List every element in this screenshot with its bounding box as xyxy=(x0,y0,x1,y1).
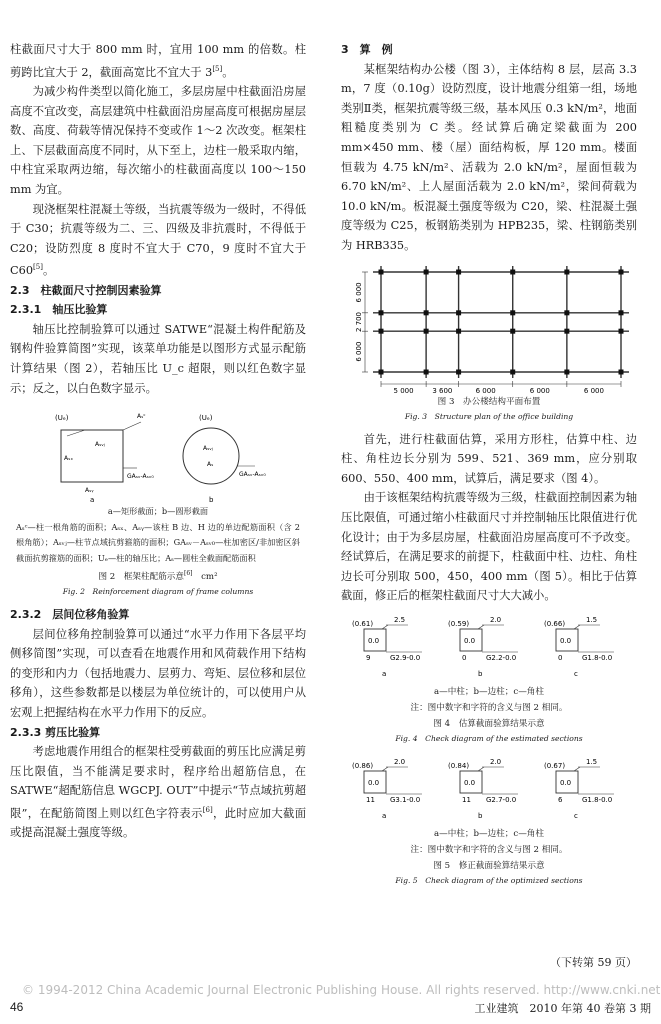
left-value: 0 xyxy=(462,653,467,662)
copyright-watermark: © 1994-2012 China Academic Journal Electronic Publishing House. All rights reserved. http://www.cnki.net xyxy=(22,983,661,997)
column-mark xyxy=(619,269,624,274)
column-mark xyxy=(564,369,569,374)
column-mark xyxy=(564,328,569,333)
figure-3-plan xyxy=(341,264,637,394)
heading-3: 3 算 例 xyxy=(341,43,393,56)
figure-2-diagram xyxy=(33,404,283,504)
span-x-label: 6 000 xyxy=(475,386,496,394)
figure-4 xyxy=(341,614,637,746)
column-mark xyxy=(456,328,461,333)
section-panel xyxy=(352,758,422,820)
uc-value: (0.66) xyxy=(544,619,566,628)
figure-4-note: 注：图中数字和字符的含义与图 2 相同。 xyxy=(410,702,568,713)
asx-label: Aₛₓ xyxy=(64,455,74,463)
gasv-label: GAₛᵥ-Aₛᵥ₀ xyxy=(127,473,154,481)
paragraph-estimate: 首先，进行柱截面估算，采用方形柱，估算中柱、边柱、角柱边长分别为 599、521、369 mm，应分别取 600、550、400 mm，试算后，满足要求（图 4）。 xyxy=(341,432,637,485)
column-mark xyxy=(456,369,461,374)
top-value: 2.0 xyxy=(490,757,502,766)
uc-value: (0.61) xyxy=(352,619,374,628)
top-value: 2.0 xyxy=(490,615,502,624)
span-x-label: 3 600 xyxy=(432,386,453,394)
section-panel xyxy=(448,758,518,820)
left-column xyxy=(10,40,306,843)
panel-sub: b xyxy=(478,669,483,678)
column-mark xyxy=(456,310,461,315)
section-panel xyxy=(544,758,614,820)
sub-b: b xyxy=(209,496,214,505)
figure-2-legend: Aₛᶜ—柱一根角筋的面积；Aₛₓ、Aₛᵧ—该柱 B 边、H 边的单边配筋面积（含 2 根角筋）；Aₛᵥⱼ—柱节点域抗剪箍筋的面积；GAₛᵥ－Aₛᵥ₀—柱加密区/非加密区斜截面抗剪箍筋的面积；Uₑ—柱的轴压比；Aₛ—圆柱全截面配筋面积 xyxy=(16,521,300,563)
top-value: 2.5 xyxy=(394,615,406,624)
column-mark xyxy=(510,310,515,315)
uc-label-b: (Uₑ) xyxy=(199,414,213,423)
mid-value: 0.0 xyxy=(560,636,572,645)
span-x-label: 6 000 xyxy=(529,386,550,394)
figure-3-caption-en: Fig. 3 Structure plan of the office building xyxy=(404,411,574,421)
figure-5 xyxy=(341,756,637,888)
asy-label: Aₛᵧ xyxy=(85,487,94,495)
journal-info: 工业建筑 2010 年第 40 卷第 3 期 xyxy=(474,1002,651,1015)
top-value: 1.5 xyxy=(586,757,598,766)
section-panel xyxy=(544,616,614,678)
g-value: G2.2-0.0 xyxy=(486,653,517,662)
paragraph-optimize: 由于该框架结构抗震等级为三级，柱截面控制因素为轴压比限值，可通过缩小柱截面尺寸并控制轴压比限值进行优化设计；由于为多层房屋，柱截面沿房屋高度可不予改变。经试算后，在满足要求的前提下，柱截面中柱、边柱、角柱边长可分别取 500，450，400 mm（图 5）。相比于估算截面，修正后的框架柱截面尺寸大大减小。 xyxy=(341,491,637,603)
uc-value: (0.67) xyxy=(544,761,566,770)
figure-5-note: 注：图中数字和字符的含义与图 2 相同。 xyxy=(410,844,568,855)
heading-2-3-1: 2.3.1 轴压比验算 xyxy=(10,303,108,317)
heading-2-3: 2.3 柱截面尺寸控制因素验算 xyxy=(10,283,162,297)
paragraph-example: 某框架结构办公楼（图 3），主体结构 8 层，层高 3.3 m，7 度（0.10g）设防烈度，设计地震分组第一组，场地类别Ⅱ类，框架抗震等级三级，基本风压 0.3 kN/m²，地面粗糙度类别为 C 类。经试算后确定梁截面为 200 mm×450 mm、楼（屋）面结构板，厚 120 mm。楼面恒载为 4.75 kN/m²、活载为 2.0 kN/m²，屋面恒载为 6.70 kN/m²、上人屋面活载为 2.0 kN/m²，梁间荷载为 10.0 kN/m。板混凝土强度等级为 C20，梁、柱混凝土强度等级为 C25，板钢筋类别为 HPB235，梁、柱钢筋类别为 HRB335。 xyxy=(341,62,637,252)
paragraph-axial-ratio: 轴压比控制验算可以通过 SATWE“混凝土构件配筋及钢构件验算简图”实现，该菜单功能是以图形方式显示配筋计算结果（图 2），若轴压比 U_c 超限，则以红色数字显示；反之，以白色数字显示。 xyxy=(10,322,306,395)
figure-5-caption-en: Fig. 5 Check diagram of the optimized sections xyxy=(395,875,583,885)
column-mark xyxy=(456,269,461,274)
panel-sub: a xyxy=(382,811,387,820)
column-mark xyxy=(619,369,624,374)
panel-sub: c xyxy=(574,669,578,678)
left-value: 0 xyxy=(558,653,563,662)
uc-value: (0.59) xyxy=(448,619,470,628)
left-value: 11 xyxy=(366,795,375,804)
g-value: G2.9-0.0 xyxy=(390,653,421,662)
gasv-label-b: GAₛᵥ-Aₛᵥ₀ xyxy=(239,471,266,479)
asvj-label-b: Aₛᵥⱼ xyxy=(203,445,213,453)
paragraph-shear-ratio: 考虑地震作用组合的框架柱受剪截面的剪压比应满足剪压比限值，当不能满足要求时，程序给出超筋信息，在 SATWE“超配筋信息 WGCPJ. OUT”中提示“节点域抗剪超限”，在配筋简图上则以红色字符表示[6]，此时应加大截面或提高混凝土强度等级。 xyxy=(10,745,306,840)
figure-4-legend: a—中柱；b—边柱；c—角柱 xyxy=(434,686,544,697)
top-value: 1.5 xyxy=(586,615,598,624)
uc-label-a: (Uₑ) xyxy=(55,414,69,423)
span-x-label: 5 000 xyxy=(393,386,414,394)
top-value: 2.0 xyxy=(394,757,406,766)
mid-value: 0.0 xyxy=(560,778,572,787)
section-panel xyxy=(352,616,422,678)
g-value: G1.8-0.0 xyxy=(582,653,613,662)
circle-section xyxy=(183,428,239,484)
paragraph-section-sizing: 柱截面尺寸大于 800 mm 时，宜用 100 mm 的倍数。柱剪跨比宜大于 2，截面高宽比不宜大于 3[5]。 xyxy=(10,43,306,79)
column-mark xyxy=(424,328,429,333)
figure-2-legend-line1: a—矩形截面；b—圆形截面 xyxy=(107,506,209,517)
right-column xyxy=(341,40,637,888)
left-value: 6 xyxy=(558,795,563,804)
figure-5-diagram xyxy=(344,756,634,826)
panel-sub: b xyxy=(478,811,483,820)
figure-2 xyxy=(10,404,306,599)
column-mark xyxy=(379,269,384,274)
column-mark xyxy=(379,369,384,374)
figure-3-caption: 图 3 办公楼结构平面布置 xyxy=(437,396,541,407)
paragraph-drift-ratio: 层间位移角控制验算可以通过“水平力作用下各层平均侧移简图”实现，可以查看在地震作用和风荷载作用下结构的变形和内力（包括地震力、层剪力、弯矩、层位移和层位移角），这些参数都是以楼层为单位统计的，可以使用户从宏观上把握结构在水平力作用下的反应。 xyxy=(10,627,306,720)
column-mark xyxy=(379,310,384,315)
asc-label: Aₛᶜ xyxy=(137,413,146,421)
figure-3 xyxy=(341,264,637,424)
paragraph-section-variation: 为减少构件类型以简化施工，多层房屋中柱截面沿房屋高度不宜改变，高层建筑中柱截面沿房屋高度可根据房屋层数、高度、荷载等情况保持不变或作 1～2 次改变。框架柱上、下层截面高度不同时，从下至上，边柱一般采取内缩，中柱宜采取两边缩，每次缩小的柱截面高度以 100～150 mm 为宜。 xyxy=(10,84,306,196)
uc-value: (0.84) xyxy=(448,761,470,770)
column-mark xyxy=(619,310,624,315)
figure-5-legend: a—中柱；b—边柱；c—角柱 xyxy=(434,828,544,839)
mid-value: 0.0 xyxy=(368,778,380,787)
column-mark xyxy=(510,369,515,374)
column-mark xyxy=(424,269,429,274)
column-mark xyxy=(510,269,515,274)
g-value: G2.7-0.0 xyxy=(486,795,517,804)
sub-a: a xyxy=(90,496,95,505)
mid-value: 0.0 xyxy=(464,778,476,787)
column-mark xyxy=(564,310,569,315)
paragraph-concrete-grade: 现浇框架柱混凝土等级，当抗震等级为一级时，不得低于 C30；抗震等级为二、三、四级及非抗震时，不得低于 C20；设防烈度 8 度时不宜大于 C70，9 度时不宜大于 C60[5]。 xyxy=(10,202,306,278)
as-label: Aₛ xyxy=(207,461,214,469)
span-x-label: 6 000 xyxy=(583,386,604,394)
column-mark xyxy=(424,310,429,315)
column-mark xyxy=(424,369,429,374)
asvj-label: Aₛᵥⱼ xyxy=(95,441,105,449)
figure-5-caption: 图 5 修正截面验算结果示意 xyxy=(433,860,545,871)
column-mark xyxy=(510,328,515,333)
column-mark xyxy=(564,269,569,274)
panel-sub: c xyxy=(574,811,578,820)
section-panel xyxy=(448,616,518,678)
span-y-label: 6 000 xyxy=(355,341,363,362)
g-value: G3.1-0.0 xyxy=(390,795,421,804)
uc-value: (0.86) xyxy=(352,761,374,770)
span-y-label: 2 700 xyxy=(355,311,363,332)
g-value: G1.8-0.0 xyxy=(582,795,613,804)
column-mark xyxy=(619,328,624,333)
mid-value: 0.0 xyxy=(368,636,380,645)
continued-note: （下转第 59 页） xyxy=(550,956,637,969)
page-number: 46 xyxy=(10,1000,24,1014)
heading-2-3-2: 2.3.2 层间位移角验算 xyxy=(10,608,130,622)
figure-4-diagram xyxy=(344,614,634,684)
figure-4-caption: 图 4 估算截面验算结果示意 xyxy=(433,718,545,729)
column-mark xyxy=(379,328,384,333)
figure-2-caption-en: Fig. 2 Reinforcement diagram of frame columns xyxy=(62,587,254,597)
span-y-label: 6 000 xyxy=(355,281,363,302)
left-value: 11 xyxy=(462,795,471,804)
figure-2-caption: 图 2 框架柱配筋示意[6] cm² xyxy=(98,570,218,583)
mid-value: 0.0 xyxy=(464,636,476,645)
heading-2-3-3: 2.3.3 剪压比验算 xyxy=(10,725,101,739)
figure-4-caption-en: Fig. 4 Check diagram of the estimated sections xyxy=(395,733,583,743)
panel-sub: a xyxy=(382,669,387,678)
left-value: 9 xyxy=(366,653,371,662)
